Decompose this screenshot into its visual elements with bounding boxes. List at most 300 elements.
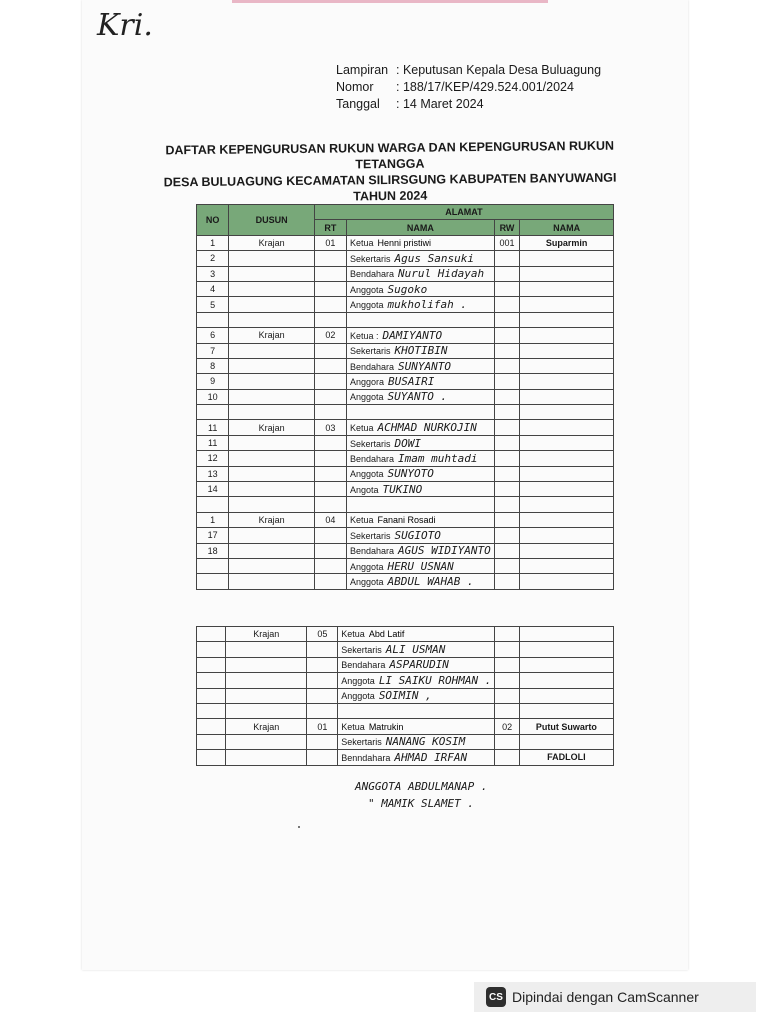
cell-nama-rw [520,266,614,281]
cell-nama-rw [520,297,614,312]
cell-rt [314,405,346,420]
cell-no: 1 [197,512,229,527]
role-label: Sekertaris [350,346,391,357]
camscanner-text: Dipindai dengan CamScanner [512,989,699,1005]
role-label: Bendahara [350,361,395,372]
cell-dusun [229,558,315,573]
cell-rt: 01 [307,719,338,734]
member-name: Sugoko [387,282,428,296]
cell-nama-rw [520,389,614,404]
cell-rw [494,312,520,327]
cell-nama [338,688,495,703]
cell-rt: 02 [314,328,346,343]
cell-nama-rw [519,642,613,657]
role-label: Ketua [350,237,374,248]
cell-dusun [226,703,307,718]
cell-dusun [229,343,315,358]
table-row [197,497,614,512]
cell-rw [494,297,520,312]
cell-no: 11 [197,435,229,450]
role-label: Sekertaris [341,645,382,656]
cell-rt [314,482,346,497]
cell-rt [314,312,346,327]
handwritten-mark: Kri. [97,8,153,43]
cell-nama [338,657,495,672]
cell-no: 6 [197,328,229,343]
cell-rt [314,543,346,558]
cell-dusun [229,297,315,312]
pengurus-table-2 [196,626,614,766]
cell-nama-rw [520,312,614,327]
member-name: Nurul Hidayah [398,267,485,281]
member-name: NANANG KOSIM [385,735,466,749]
cell-rt [314,358,346,373]
cell-nama [347,251,495,266]
cell-rw [494,512,520,527]
cell-no [197,574,229,589]
role-label: Anggota [350,561,384,572]
cell-rt [314,574,346,589]
cell-no [197,558,229,573]
role-label: Bendahara [341,660,386,671]
cell-nama [347,374,495,389]
cell-nama-rw [519,734,613,749]
cell-no [197,719,226,734]
cell-nama [347,358,495,373]
cell-no [197,734,226,749]
cell-no [197,497,229,512]
cell-no: 5 [197,297,229,312]
cell-no [197,750,226,765]
cell-nama [347,343,495,358]
cell-no: 17 [197,528,229,543]
cell-dusun: Krajan [229,512,315,527]
cell-rw [495,703,519,718]
member-name: SUNYANTO [398,359,452,373]
table-row [197,703,614,718]
cell-rt [314,389,346,404]
cell-rw [495,734,519,749]
cell-dusun [229,405,315,420]
cell-nama-rw [520,343,614,358]
role-label: Bendahara [350,269,395,280]
member-name: TUKINO [382,482,423,496]
cell-nama [347,451,495,466]
cell-nama-rw [519,703,613,718]
cell-dusun [229,528,315,543]
table-row [197,435,614,450]
cell-nama-rw [520,482,614,497]
cell-nama-rw [520,328,614,343]
cell-nama [347,235,495,250]
cell-dusun: Krajan [229,328,315,343]
handwritten-extra-line: " MAMIK SLAMET . [368,797,474,810]
cell-rt [307,703,338,718]
member-name: ABDUL WAHAB . [387,575,474,589]
member-name: Fanani Rosadi [377,515,436,525]
member-name: SUYANTO . [387,390,448,404]
cell-rw [494,528,520,543]
role-label: Anggota [350,300,384,311]
member-name: Matrukin [368,721,404,732]
cell-nama-rw [520,358,614,373]
cell-nama [347,512,495,527]
cell-nama-rw [519,657,613,672]
table-row [197,543,614,558]
attachment-meta [336,62,601,113]
cell-no [197,627,226,642]
cell-nama [347,328,495,343]
table-row [197,389,614,404]
title-line: DAFTAR KEPENGURUSAN RUKUN WARGA DAN KEPENGURUSAN RUKUN TETANGGA [165,138,615,172]
cell-rt [314,558,346,573]
table-row [197,673,614,688]
cell-rw [494,405,520,420]
cell-nama-rw [520,543,614,558]
cell-dusun: Krajan [226,719,307,734]
cell-dusun [226,673,307,688]
role-label: Anggota [341,691,375,702]
cell-nama-rw [520,528,614,543]
cell-no [197,703,226,718]
cell-rt [314,297,346,312]
cell-nama [338,673,495,688]
cell-nama [347,558,495,573]
table-row [197,328,614,343]
table-row [197,657,614,672]
member-name: DOWI [394,436,422,450]
cell-nama [347,435,495,450]
cell-dusun: Krajan [229,235,315,250]
role-label: Ketua [341,721,365,732]
cell-rt [314,266,346,281]
cell-nama-rw [520,466,614,481]
cell-nama [347,574,495,589]
cell-dusun [229,543,315,558]
cell-rw [494,574,520,589]
cell-no [197,405,229,420]
table-row [197,374,614,389]
pengurus-table-1 [196,204,614,590]
cell-rw [494,435,520,450]
member-name: DAMIYANTO [382,328,443,342]
cell-rw [494,328,520,343]
cell-rw [494,451,520,466]
cell-dusun [229,497,315,512]
member-name: Agus Sansuki [394,251,474,265]
cell-rt [314,435,346,450]
table-row [197,574,614,589]
cell-no: 14 [197,482,229,497]
table-row [197,482,614,497]
table-row [197,627,614,642]
cell-nama-rw: Suparmin [520,235,614,250]
cell-no: 3 [197,266,229,281]
cell-rt [314,251,346,266]
cell-dusun [229,482,315,497]
title-line: TAHUN 2024 [353,188,428,204]
cell-rw [494,343,520,358]
cell-no: 1 [197,235,229,250]
cell-rw: 001 [494,235,520,250]
cell-dusun [226,657,307,672]
cell-rt [314,528,346,543]
table-row [197,558,614,573]
cell-rt: 05 [307,627,338,642]
cell-no: 18 [197,543,229,558]
cell-nama-rw: FADLOLI [519,750,613,765]
cell-no: 11 [197,420,229,435]
meta-row: Tanggal : 14 Maret 2024 [336,97,484,111]
cell-nama-rw [520,251,614,266]
cell-nama [347,482,495,497]
cell-dusun [229,466,315,481]
cell-nama-rw [520,405,614,420]
member-name: mukholifah . [387,298,468,312]
cell-dusun: Krajan [226,627,307,642]
cell-dusun [229,281,315,296]
cell-no [197,642,226,657]
cell-rt [314,374,346,389]
table-row [197,512,614,527]
header-rt: RT [314,220,346,235]
cell-nama [338,642,495,657]
cell-dusun [229,435,315,450]
cell-rw [494,558,520,573]
cell-rw [495,642,519,657]
cell-rt [314,281,346,296]
cell-nama-rw [520,281,614,296]
cell-rw [494,497,520,512]
cell-rt [307,688,338,703]
cell-no: 13 [197,466,229,481]
cell-nama-rw [520,558,614,573]
cell-no: 4 [197,281,229,296]
table-row [197,297,614,312]
cell-rw [494,251,520,266]
member-name: SOIMIN , [378,689,432,703]
cell-rw [495,688,519,703]
cell-rt [307,750,338,765]
cell-nama [338,719,495,734]
document-title [150,137,631,206]
table-row [197,235,614,250]
role-label: Anggota [350,392,384,403]
cell-nama [347,281,495,296]
cell-dusun [229,266,315,281]
cell-nama-rw [520,374,614,389]
cell-rt [307,642,338,657]
cell-nama [347,389,495,404]
cell-dusun [226,734,307,749]
cell-nama-rw [520,451,614,466]
cell-rt [314,466,346,481]
cell-no: 12 [197,451,229,466]
cell-rw [494,543,520,558]
camscanner-badge [474,982,756,1012]
cell-dusun [229,374,315,389]
cell-nama [347,543,495,558]
cell-dusun [229,251,315,266]
cell-nama [347,528,495,543]
header-rw: RW [494,220,520,235]
cell-rt [307,657,338,672]
role-label: Bendahara [350,453,395,464]
cell-rw [494,266,520,281]
table-row [197,734,614,749]
role-label: Anggota [350,577,384,588]
member-name: KHOTIBIN [394,344,448,358]
cell-rt: 04 [314,512,346,527]
role-label: Bendahara [350,546,395,557]
cell-nama [338,627,495,642]
role-label: Ketua [341,629,365,640]
cell-nama-rw [520,435,614,450]
table-row [197,642,614,657]
table-row [197,719,614,734]
member-name: Imam muhtadi [398,451,478,465]
role-label: Anggota [350,284,384,295]
header-nama-rw: NAMA [520,220,614,235]
cell-nama [347,312,495,327]
table-row [197,420,614,435]
cell-no: 7 [197,343,229,358]
cell-nama-rw [519,673,613,688]
table-row [197,312,614,327]
cell-no [197,312,229,327]
camscanner-icon: CS [486,987,506,1007]
table-row [197,343,614,358]
cell-nama [347,420,495,435]
cell-dusun: Krajan [229,420,315,435]
table-row [197,358,614,373]
member-name: ASPARUDIN [389,658,449,672]
member-name: BUSAIRI [388,374,435,388]
cell-rt [314,451,346,466]
cell-dusun [226,750,307,765]
header-nama: NAMA [347,220,495,235]
cell-rw [495,627,519,642]
member-name: ACHMAD NURKOJIN [377,421,477,435]
speck [298,826,300,828]
role-label: Anggota [350,469,384,480]
member-name: AHMAD IRFAN [394,750,468,764]
cell-nama [338,750,495,765]
cell-nama [347,297,495,312]
cell-rw: 02 [495,719,519,734]
header-no: NO [197,205,229,236]
cell-dusun [229,358,315,373]
role-label: Sekertaris [341,737,382,748]
header-alamat: ALAMAT [314,205,613,220]
member-name: SUGIOTO [394,528,441,542]
handwritten-extra-line: ANGGOTA ABDULMANAP . [355,780,488,793]
member-name: Abd Latif [368,629,405,640]
cell-nama-rw [520,420,614,435]
cell-dusun [229,389,315,404]
member-name: AGUS WIDIYANTO [398,544,491,558]
cell-no: 9 [197,374,229,389]
cell-nama [347,266,495,281]
table-row [197,528,614,543]
member-name: ALI USMAN [385,643,446,657]
cell-rw [495,673,519,688]
role-label: Sekertaris [350,530,391,541]
cell-nama [338,734,495,749]
table-row [197,281,614,296]
cell-rw [494,374,520,389]
cell-rw [494,358,520,373]
header-dusun: DUSUN [229,205,315,236]
role-label: Anggota [341,675,375,686]
cell-rw [494,466,520,481]
table-row [197,251,614,266]
cell-nama [347,497,495,512]
table-row [197,266,614,281]
role-label: Benndahara [341,752,391,763]
role-label: Ketua [350,423,374,434]
cell-nama [347,466,495,481]
meta-row: Lampiran : Keputusan Kepala Desa Buluagung [336,63,602,77]
role-label: Sekertaris [350,438,391,449]
cell-rw [494,420,520,435]
cell-nama-rw [520,574,614,589]
cell-nama-rw: Putut Suwarto [519,719,613,734]
role-label: Angota [350,484,379,495]
cell-rt: 03 [314,420,346,435]
cell-nama-rw [519,627,613,642]
cell-no [197,688,226,703]
cell-rw [494,389,520,404]
role-label: Anggora [350,376,385,387]
title-line: DESA BULUAGUNG KECAMATAN SILIRSGUNG KABUPATEN BANYUWANGI [163,170,617,190]
member-name: Henni pristiwi [377,237,432,248]
cell-nama [347,405,495,420]
cell-rt [307,673,338,688]
cell-rt: 01 [314,235,346,250]
top-edge-strip [232,0,548,3]
cell-dusun [226,642,307,657]
cell-no: 10 [197,389,229,404]
cell-rw [494,482,520,497]
cell-rw [495,657,519,672]
role-label: Ketua [350,515,374,525]
cell-dusun [226,688,307,703]
table-row [197,405,614,420]
table-row [197,688,614,703]
cell-rt [307,734,338,749]
member-name: SUNYOTO [387,467,434,481]
table-row [197,466,614,481]
member-name: HERU USNAN [387,559,454,573]
cell-nama-rw [519,688,613,703]
cell-nama-rw [520,512,614,527]
cell-nama-rw [520,497,614,512]
cell-rt [314,497,346,512]
cell-rt [314,343,346,358]
cell-no [197,673,226,688]
cell-no: 8 [197,358,229,373]
role-label: Ketua : [350,330,379,341]
cell-rw [495,750,519,765]
role-label: Sekertaris [350,253,391,264]
cell-dusun [229,312,315,327]
meta-row: Nomor : 188/17/KEP/429.524.001/2024 [336,80,574,94]
member-name: LI SAIKU ROHMAN . [378,673,492,687]
cell-no: 2 [197,251,229,266]
cell-dusun [229,574,315,589]
table-row [197,750,614,765]
